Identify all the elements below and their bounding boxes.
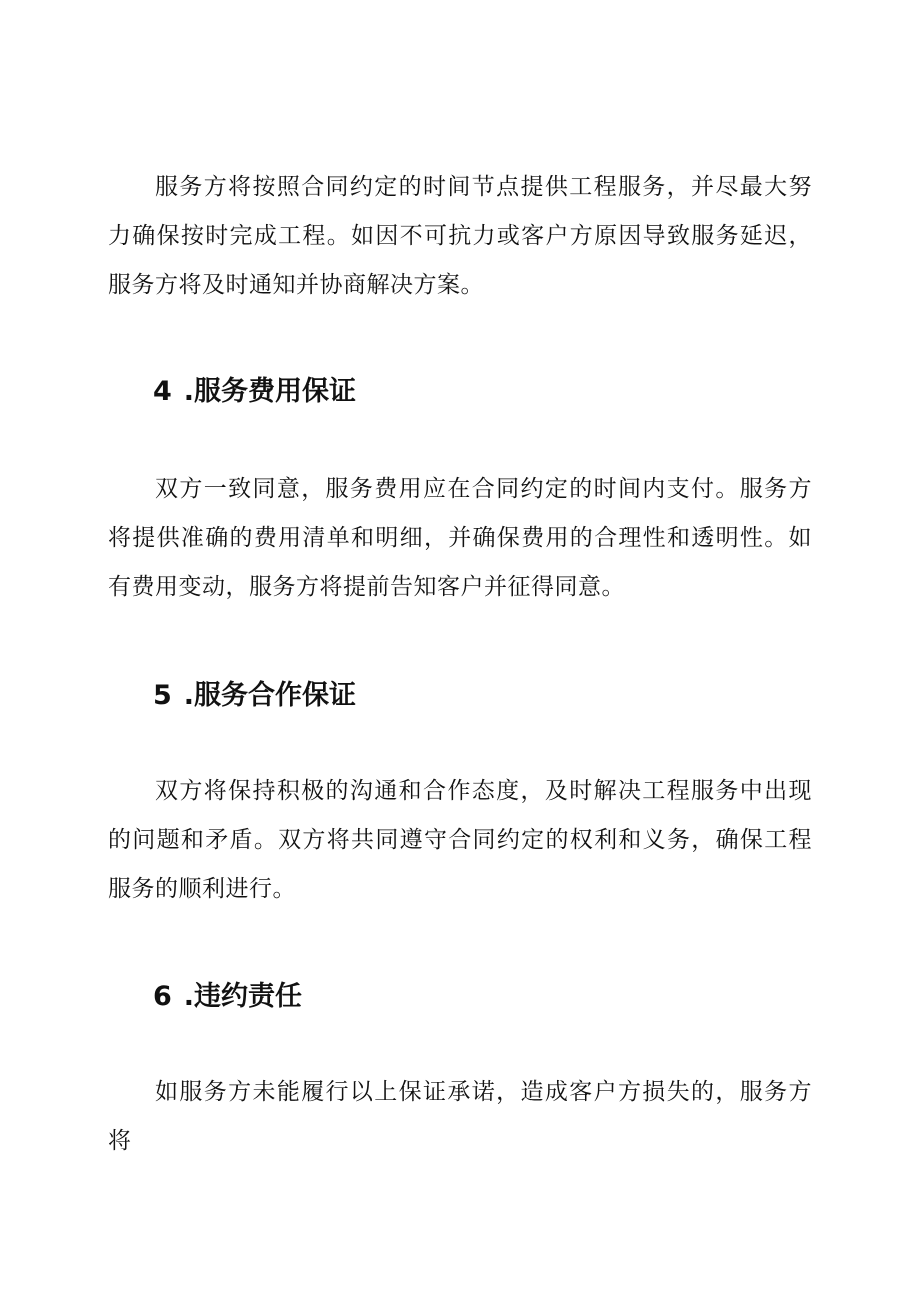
section-6-title: .违约责任 — [183, 981, 303, 1012]
intro-paragraph: 服务方将按照合同约定的时间节点提供工程服务，并尽最大努力确保按时完成工程。如因不可抗力或客户方原因导致服务延迟，服务方将及时通知并协商解决方案。 — [108, 174, 812, 298]
section-5-number: 5 — [153, 680, 172, 711]
section-6-number: 6 — [153, 981, 172, 1012]
section-5-title: .服务合作保证 — [183, 680, 357, 711]
section-5-heading — [153, 679, 356, 713]
section-4-body: 双方一致同意，服务费用应在合同约定的时间内支付。服务方将提供准确的费用清单和明细，并确保费用的合理性和透明性。如有费用变动，服务方将提前告知客户并征得同意。 — [108, 476, 812, 600]
section-6-heading — [153, 980, 302, 1014]
section-4-number: 4 — [153, 376, 172, 407]
section-6-body: 如服务方未能履行以上保证承诺，造成客户方损失的，服务方将 — [108, 1079, 812, 1154]
section-4-title: .服务费用保证 — [183, 376, 357, 407]
section-4-heading — [153, 375, 356, 409]
section-5-body: 双方将保持积极的沟通和合作态度，及时解决工程服务中出现的问题和矛盾。双方将共同遵守合同约定的权利和义务，确保工程服务的顺利进行。 — [108, 778, 812, 902]
